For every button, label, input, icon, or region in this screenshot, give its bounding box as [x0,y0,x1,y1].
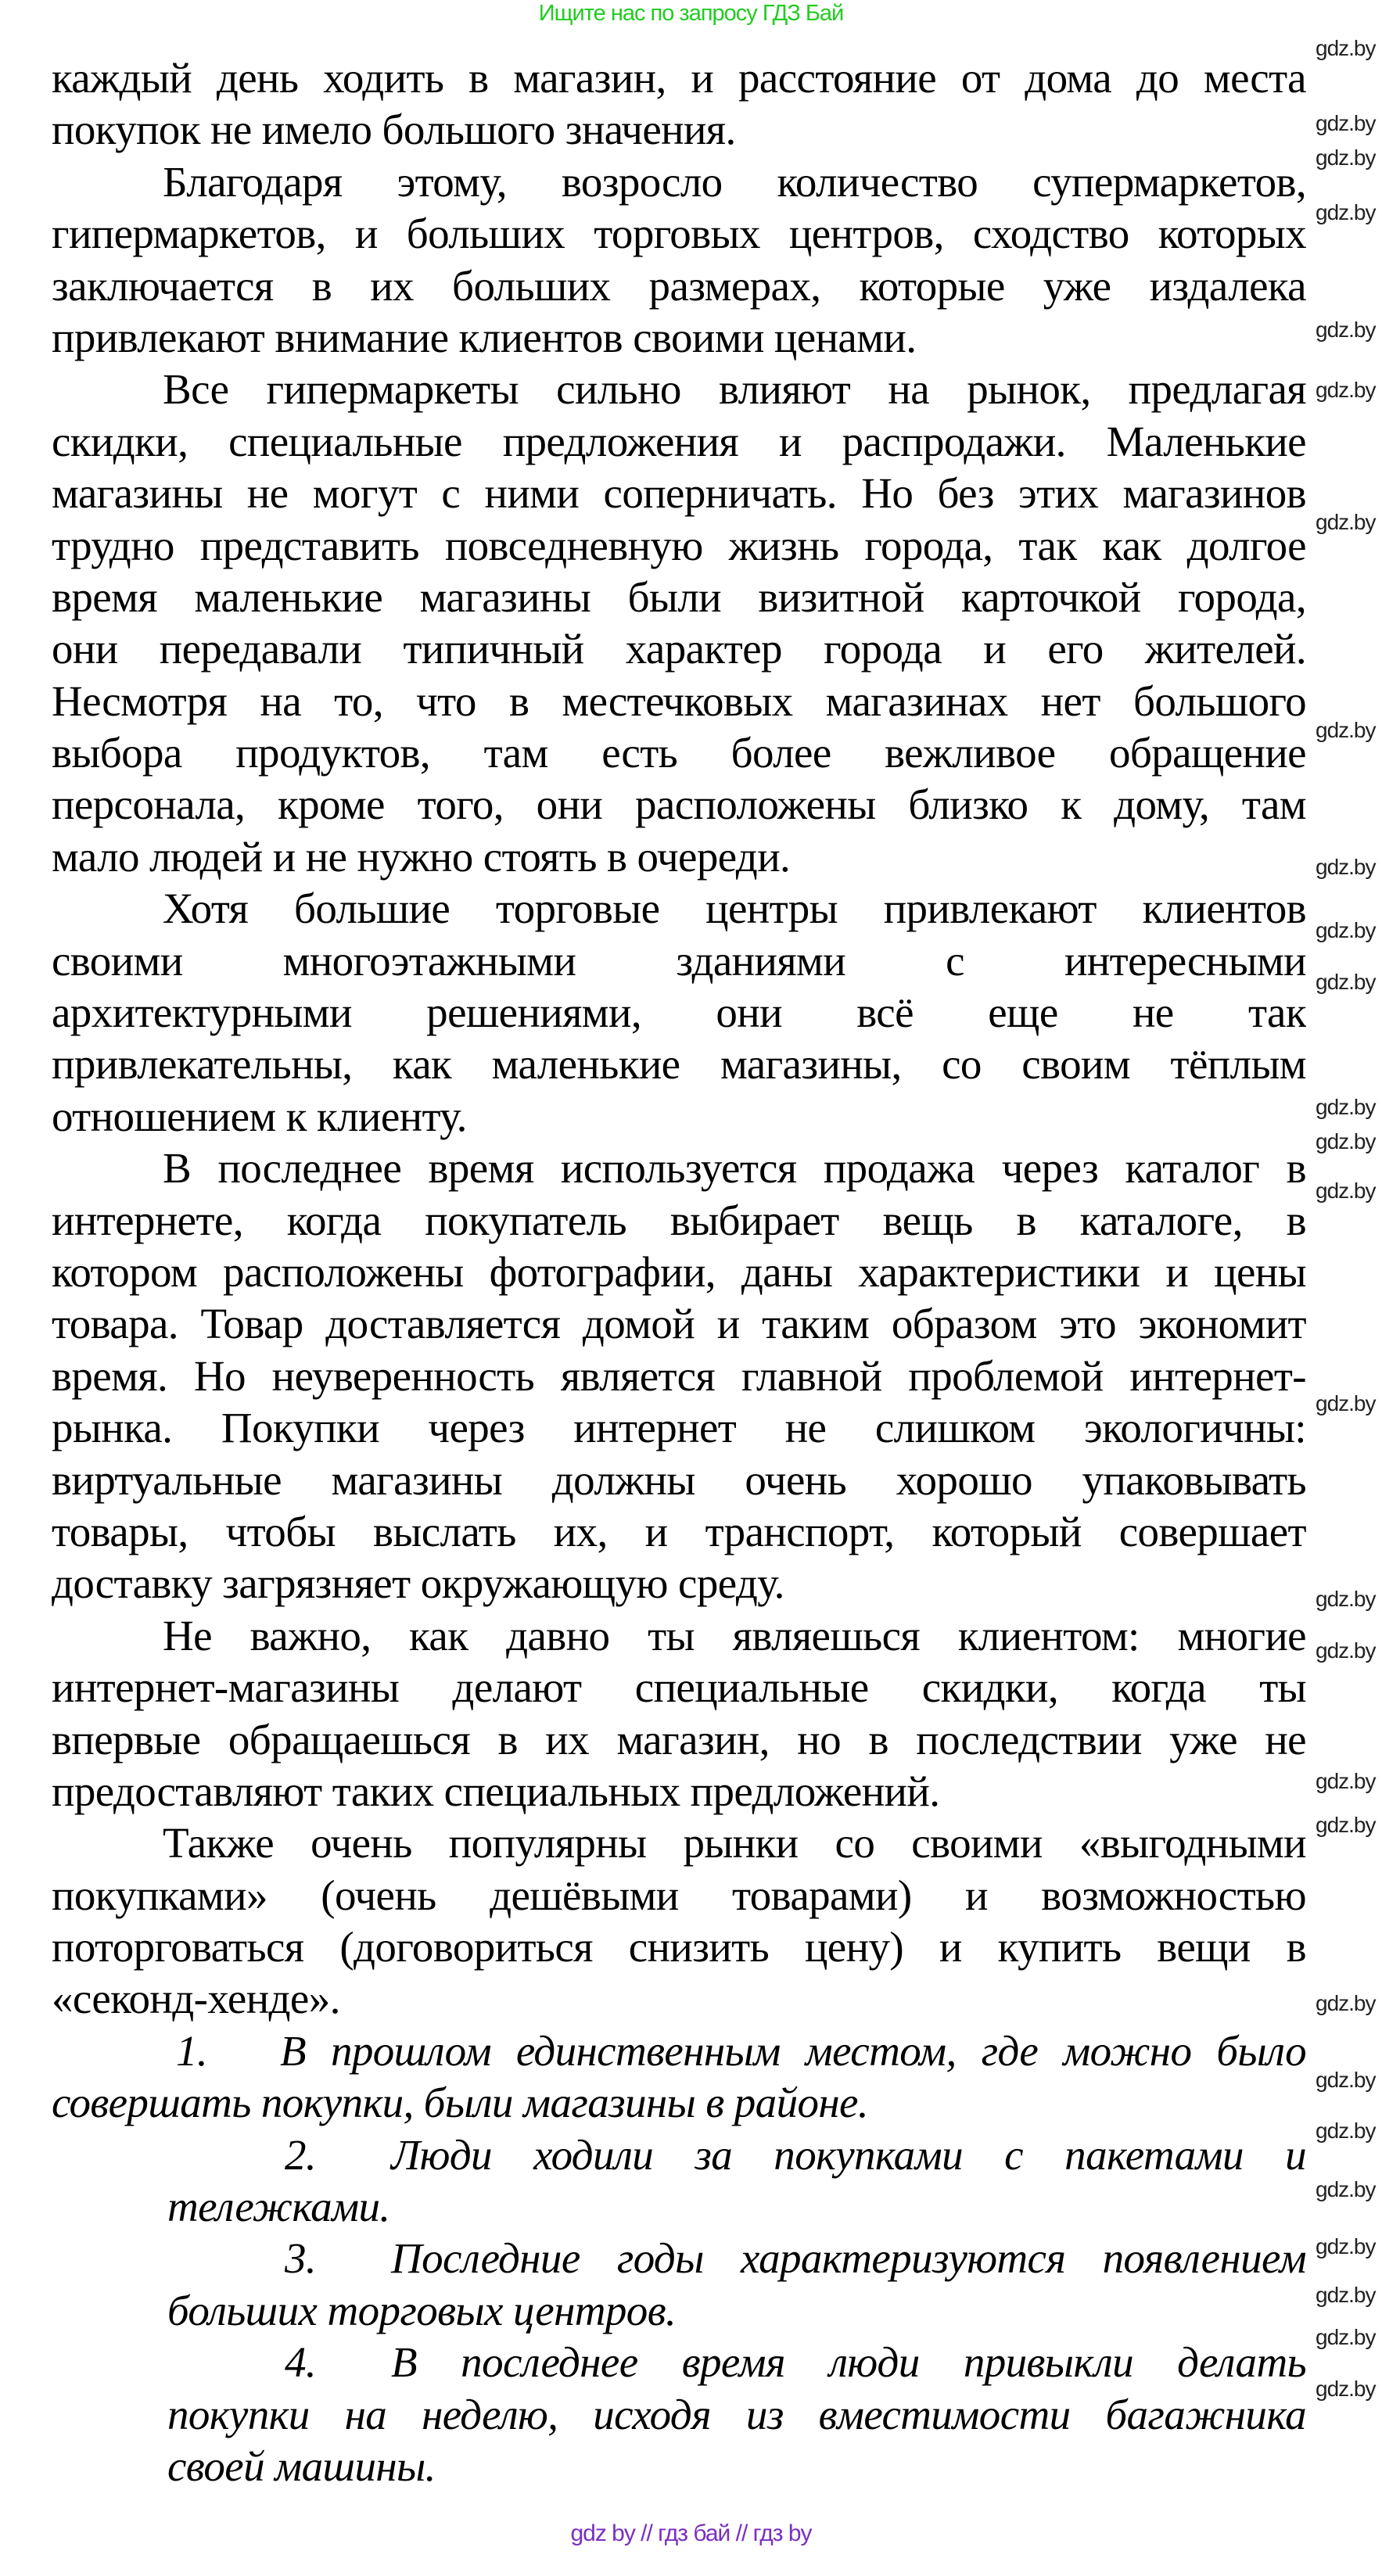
watermark: gdz.by [1316,2377,1376,2401]
watermark: gdz.by [1316,2068,1376,2092]
watermark: gdz.by [1316,200,1376,224]
text-line: Не важно, как давно ты являешься клиентом: многие [163,1611,1306,1659]
text-line: котором расположены фотографии, даны характеристики и цены [52,1247,1306,1296]
text-line: заключается в их больших размерах, которые уже издалека [52,261,1306,310]
text-line: виртуальные магазины должны очень хорошо упаковывать [52,1455,1306,1504]
watermark: gdz.by [1316,1769,1376,1793]
text-line: скидки, специальные предложения и распродажи. Маленькие [52,417,1306,465]
list-item [52,2233,1306,2284]
text-line: привлекают внимание клиентов своими ценами. [52,313,917,361]
document-body [52,52,1306,2492]
text-line: «секонд-хенде». [52,1975,340,2023]
watermark: gdz.by [1316,2283,1376,2307]
list-item-continuation: покупки на неделю, исходя из вместимости багажника [167,2390,1306,2438]
text-line: Хотя большие торговые центры привлекают клиентов [163,884,1306,933]
text-line: магазины не могут с ними соперничать. Но без этих магазинов [52,469,1306,518]
watermark: gdz.by [1316,2177,1376,2201]
text-line: поторговаться (договориться снизить цену) и купить вещи в [52,1923,1306,1971]
watermark: gdz.by [1316,718,1376,742]
list-item-number: 1. [176,2026,208,2075]
list-item-number: 2. [285,2130,317,2179]
list-item-continuation: тележками. [167,2183,390,2231]
search-banner: Ищите нас по запросу ГДЗ Бай [538,1,844,26]
list-item-text: В последнее время люди привыкли делать [391,2338,1306,2387]
watermark: gdz.by [1316,36,1376,60]
watermark: gdz.by [1316,1587,1376,1611]
list-item-continuation: совершать покупки, были магазины в районе. [52,2079,869,2127]
watermark: gdz.by [1316,1638,1376,1663]
text-line: интернет-магазины делают специальные скидки, когда ты [52,1663,1306,1712]
text-line: товары, чтобы выслать их, и транспорт, который совершает [52,1507,1306,1555]
list-item [52,2129,1306,2181]
text-line: доставку загрязняет окружающую среду. [52,1559,784,1608]
text-line: они передавали типичный характер города и его жителей. [52,625,1306,673]
list-item-number: 4. [285,2338,317,2387]
watermark: gdz.by [1316,145,1376,170]
watermark: gdz.by [1316,855,1376,879]
text-line: рынка. Покупки через интернет не слишком экологичны: [52,1404,1306,1452]
text-line: персонала, кроме того, они расположены близко к дому, там [52,780,1306,829]
text-line: покупок не имело большого значения. [52,106,736,154]
text-line: каждый день ходить в магазин, и расстояние от дома до места [52,54,1306,102]
watermark: gdz.by [1316,510,1376,534]
watermark: gdz.by [1316,1095,1376,1119]
watermark: gdz.by [1316,111,1376,135]
watermark: gdz.by [1316,2119,1376,2143]
text-line: Благодаря этому, возросло количество супермаркетов, [163,157,1306,206]
watermark: gdz.by [1316,1813,1376,1837]
list-item-number: 3. [285,2234,317,2283]
list-item-text: В прошлом единственным местом, где можно было [280,2026,1306,2075]
text-line: предоставляют таких специальных предложений. [52,1767,940,1815]
text-line: своими многоэтажными зданиями с интересными [52,936,1306,985]
list-item-continuation: больших торговых центров. [167,2286,677,2334]
text-line: мало людей и не нужно стоять в очереди. [52,832,791,881]
footer-links: gdz by // гдз бай // гдз by [570,2520,812,2546]
text-line: привлекательны, как маленькие магазины, со своим тёплым [52,1040,1306,1089]
text-line: гипермаркетов, и больших торговых центров, сходство которых [52,210,1306,258]
watermark: gdz.by [1316,1179,1376,1203]
text-line: В последнее время используется продажа через каталог в [163,1144,1306,1193]
text-line: Все гипермаркеты сильно влияют на рынок, предлагая [163,365,1306,414]
watermark: gdz.by [1316,318,1376,342]
text-line: время. Но неуверенность является главной проблемой интернет- [52,1351,1306,1400]
watermark: gdz.by [1316,918,1376,942]
text-line: Несмотря на то, что в местечковых магазинах нет большого [52,676,1306,725]
text-line: Также очень популярны рынки со своими «выгодными [163,1819,1306,1867]
list-item-continuation: своей машины. [167,2441,436,2490]
text-line: выбора продуктов, там есть более вежливое обращение [52,729,1306,777]
text-line: трудно представить повседневную жизнь города, так как долгое [52,521,1306,569]
watermark: gdz.by [1316,378,1376,402]
watermark: gdz.by [1316,1129,1376,1153]
watermark: gdz.by [1316,2325,1376,2349]
text-line: интернете, когда покупатель выбирает вещь в каталоге, в [52,1196,1306,1244]
watermark: gdz.by [1316,970,1376,994]
list-item-text: Люди ходили за покупками с пакетами и [391,2130,1306,2179]
watermark: gdz.by [1316,2234,1376,2258]
watermark: gdz.by [1316,1391,1376,1415]
list-item-text: Последние годы характеризуются появлением [391,2234,1306,2283]
list-item [52,2337,1306,2388]
text-line: время маленькие магазины были визитной карточкой города, [52,572,1306,621]
list-item [52,2025,1306,2077]
watermark: gdz.by [1316,1991,1376,2015]
text-line: отношением к клиенту. [52,1092,467,1140]
text-line: покупками» (очень дешёвыми товарами) и возможностью [52,1871,1306,1919]
text-line: товара. Товар доставляется домой и таким образом это экономит [52,1300,1306,1348]
text-line: впервые обращаешься в их магазин, но в последствии уже не [52,1715,1306,1763]
text-line: архитектурными решениями, они всё еще не так [52,988,1306,1037]
